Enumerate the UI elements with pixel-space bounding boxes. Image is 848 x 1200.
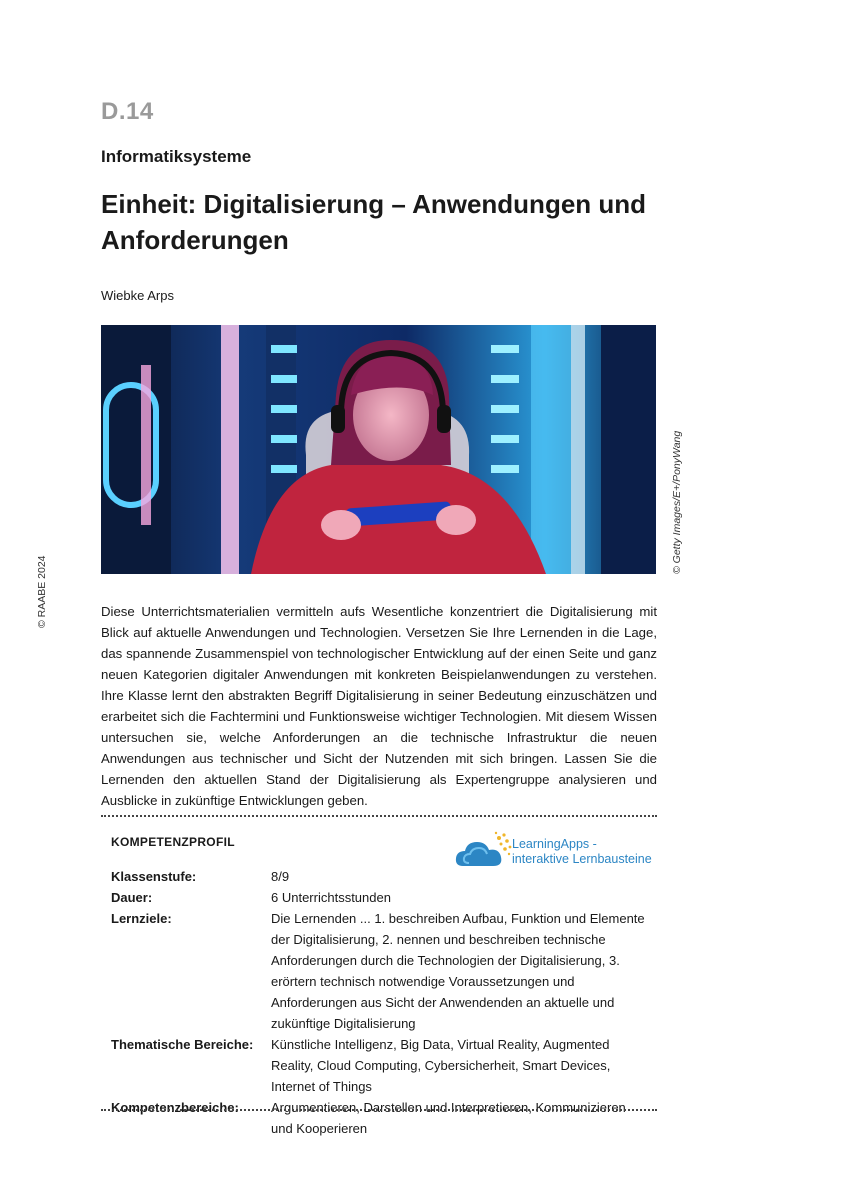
author-name: Wiebke Arps [101,288,174,303]
copyright-notice: © RAABE 2024 [36,555,48,628]
photo-credit: © Getty Images/E+/PonyWang [671,430,683,574]
logo-line-2: interaktive Lernbausteine [512,852,652,866]
logo-line-1: LearningApps - [512,837,597,851]
row-value: Künstliche Intelligenz, Big Data, Virtual Reality, Augmented Reality, Cloud Computing, Cybersicherheit, Smart Devices, Internet of Things [271,1037,611,1094]
unit-code: D.14 [101,98,154,125]
row-label: Thematische Bereiche: [111,1037,254,1052]
row-label: Lernziele: [111,911,172,926]
row-kompetenzbereiche [111,1097,651,1139]
row-label: Dauer: [111,890,153,905]
page-title: Einheit: Digitalisierung – Anwendungen und Anforderungen [101,189,647,255]
row-klassenstufe [111,866,651,887]
divider-bottom [101,1109,657,1111]
row-label: Klassenstufe: [111,869,197,884]
row-value: 6 Unterrichtsstunden [271,890,391,905]
intro-paragraph: Diese Unterrichtsmaterialien vermitteln aufs Wesentliche konzentriert die Digitalisierung mit Blick auf aktuelle Anwendungen und Technologien. Versetzen Sie Ihre Lernenden in die Lage, das spannende Zusammenspiel von technologischer Entwicklung auf der einen Seite und ganz neuen Kategorien digitaler Anwendungen mit konkreten Beispielanwendungen zu verstehen. Ihre Klasse lernt den abstrakten Begriff Digitalisierung in seiner Bedeutung einzuschätzen und erarbeitet sich die Fachtermini und Funktionsweise wichtiger Technologien. Mit diesem Wissen untersuchen sie, welche Anforderungen an die technische Infrastruktur die neuen Anwendungen aus technischer und Sicht der Nutzenden mit sich bringen. Lassen Sie die Lernenden den aktuellen Stand der Digitalisierung als Expertengruppe analysieren und Ausblicke in zukünftige Entwicklungen geben. [101,604,657,808]
row-value: Die Lernenden ... 1. beschreiben Aufbau, Funktion und Elemente der Digitalisierung, 2. nennen und beschreiben technische Anforderungen durch die Technologien der Digitalisierung, 3. erörtern technisch notwendige Voraussetzungen und Anforderungen aus Sicht der Anwendenden an aktuelle und zukünftige Digitalisierung [271,911,645,1031]
section-title: Informatiksysteme [101,147,252,166]
row-value: 8/9 [271,869,290,884]
row-lernziele [111,908,651,1034]
cover-photo [101,325,656,574]
logo-text [512,837,652,867]
kompetenz-table [111,866,651,1139]
divider-top [101,815,657,817]
row-label: Kompetenzbereiche: [111,1100,239,1115]
cover-photo-illustration [101,325,656,574]
row-value: Argumentieren, Darstellen und Interpretieren, Kommunizieren und Kooperieren [271,1100,626,1136]
kompetenzprofil-heading: KOMPETENZPROFIL [111,835,235,849]
row-thematische-bereiche [111,1034,651,1097]
row-dauer [111,887,651,908]
